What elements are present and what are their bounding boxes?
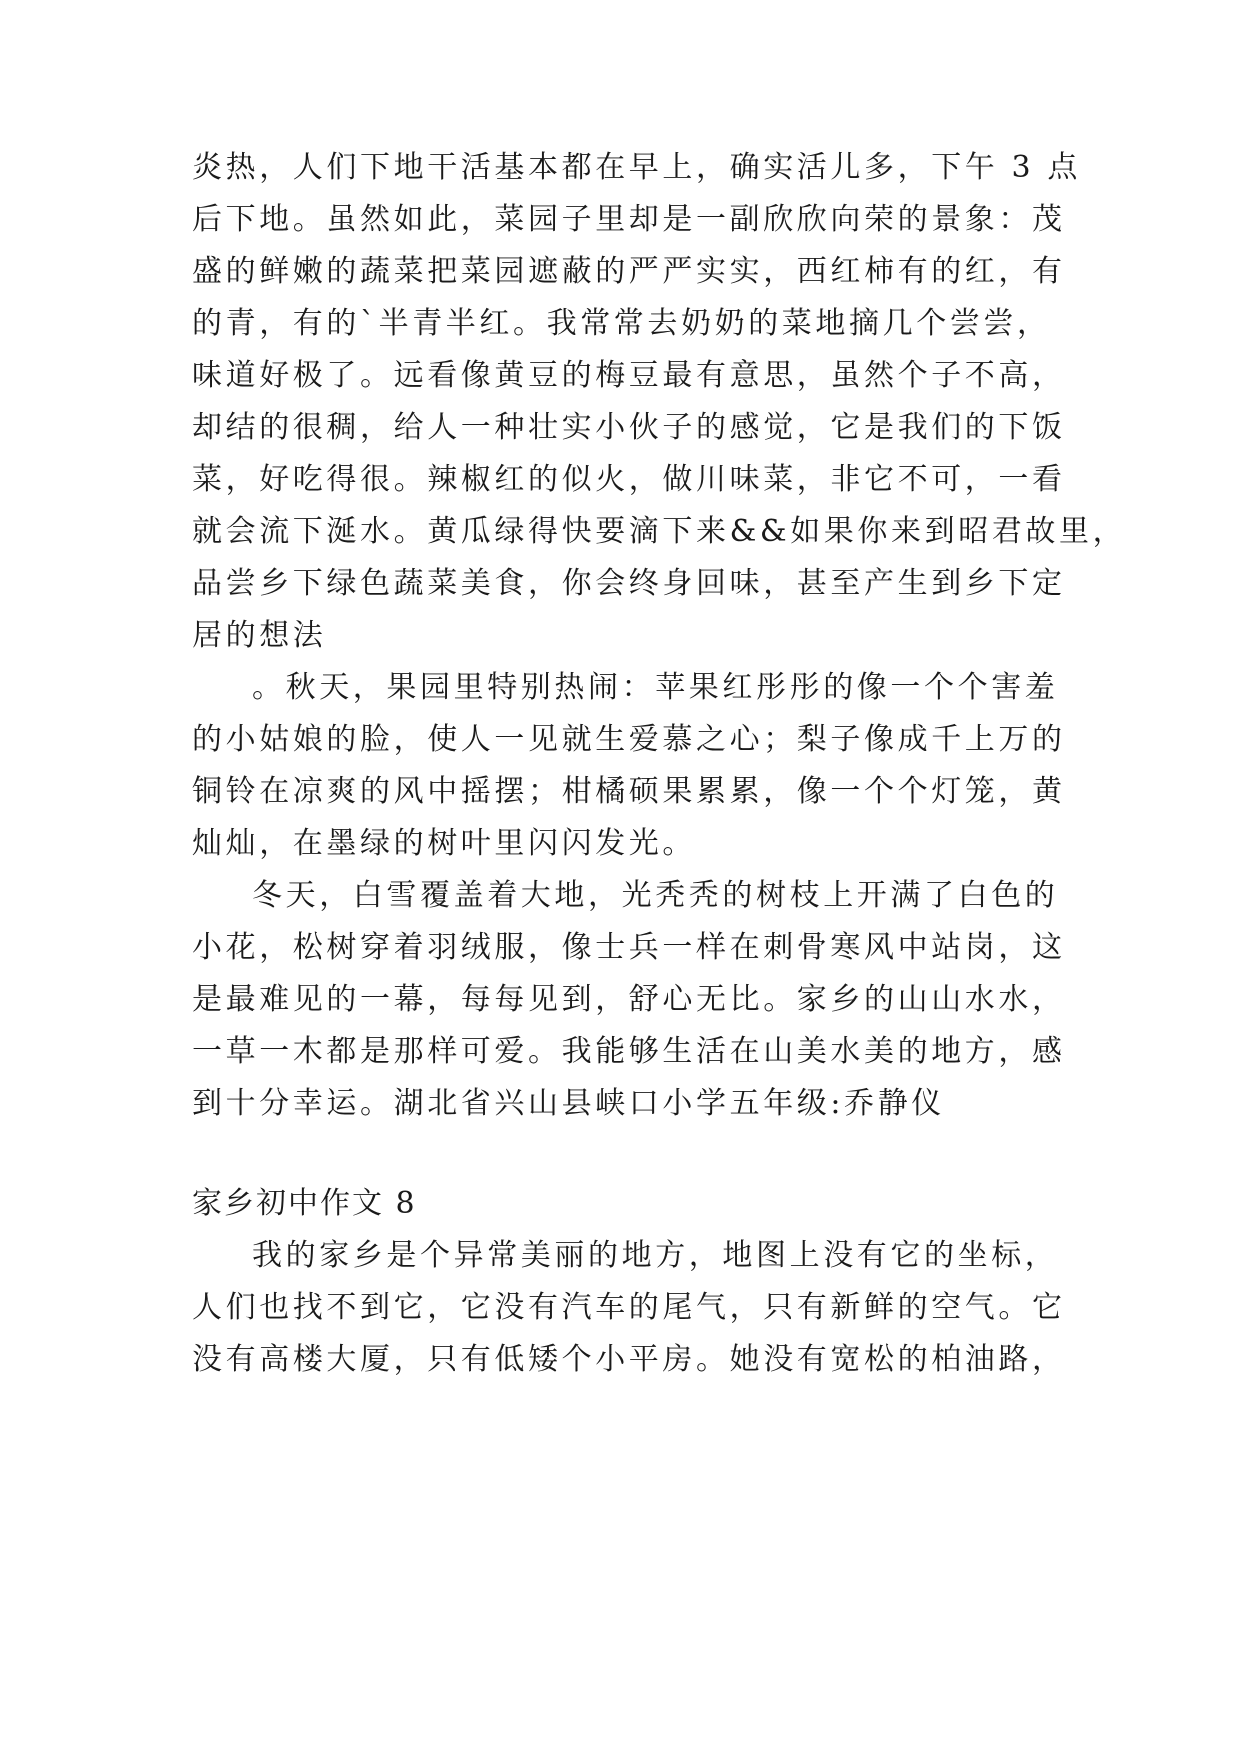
text-line: 一草一木都是那样可爱。我能够生活在山美水美的地方，感 xyxy=(192,1034,1066,1069)
section-heading: 家乡初中作文 8 xyxy=(192,1186,417,1221)
text-line: 味道好极了。远看像黄豆的梅豆最有意思，虽然个子不高， xyxy=(192,358,1066,393)
text-line: 没有高楼大厦，只有低矮个小平房。她没有宽松的柏油路， xyxy=(192,1342,1066,1377)
text-line: 灿灿，在墨绿的树叶里闪闪发光。 xyxy=(192,826,696,861)
text-line: 菜，好吃得很。辣椒红的似火，做川味菜，非它不可，一看 xyxy=(192,462,1066,497)
text-line: 炎热，人们下地干活基本都在早上，确实活儿多，下午 3 点 xyxy=(192,150,1081,185)
text-line: 我的家乡是个异常美丽的地方，地图上没有它的坐标， xyxy=(252,1238,1059,1273)
text-line: 人们也找不到它，它没有汽车的尾气，只有新鲜的空气。它 xyxy=(192,1290,1066,1325)
text-line: 冬天，白雪覆盖着大地，光秃秃的树枝上开满了白色的 xyxy=(252,878,1059,913)
text-line: 的青，有的`半青半红。我常常去奶奶的菜地摘几个尝尝， xyxy=(192,306,1051,341)
text-line: 铜铃在凉爽的风中摇摆；柑橘硕果累累，像一个个灯笼，黄 xyxy=(192,774,1066,809)
text-line: 品尝乡下绿色蔬菜美食，你会终身回味，甚至产生到乡下定 xyxy=(192,566,1066,601)
text-line: 到十分幸运。湖北省兴山县峡口小学五年级:乔静仪 xyxy=(192,1086,945,1121)
text-line: 后下地。虽然如此，菜园子里却是一副欣欣向荣的景象：茂 xyxy=(192,202,1066,237)
text-line: 的小姑娘的脸，使人一见就生爱慕之心；梨子像成千上万的 xyxy=(192,722,1066,757)
text-line: 盛的鲜嫩的蔬菜把菜园遮蔽的严严实实，西红柿有的红，有 xyxy=(192,254,1066,289)
text-line: 。秋天，果园里特别热闹：苹果红彤彤的像一个个害羞 xyxy=(252,670,1059,705)
text-line: 是最难见的一幕，每每见到，舒心无比。家乡的山山水水， xyxy=(192,982,1066,1017)
text-line: 居的想法 xyxy=(192,618,327,653)
text-line: 就会流下涎水。黄瓜绿得快要滴下来&&如果你来到昭君故里， xyxy=(192,514,1127,549)
text-line: 却结的很稠，给人一种壮实小伙子的感觉，它是我们的下饭 xyxy=(192,410,1066,445)
text-line: 小花，松树穿着羽绒服，像士兵一样在刺骨寒风中站岗，这 xyxy=(192,930,1066,965)
